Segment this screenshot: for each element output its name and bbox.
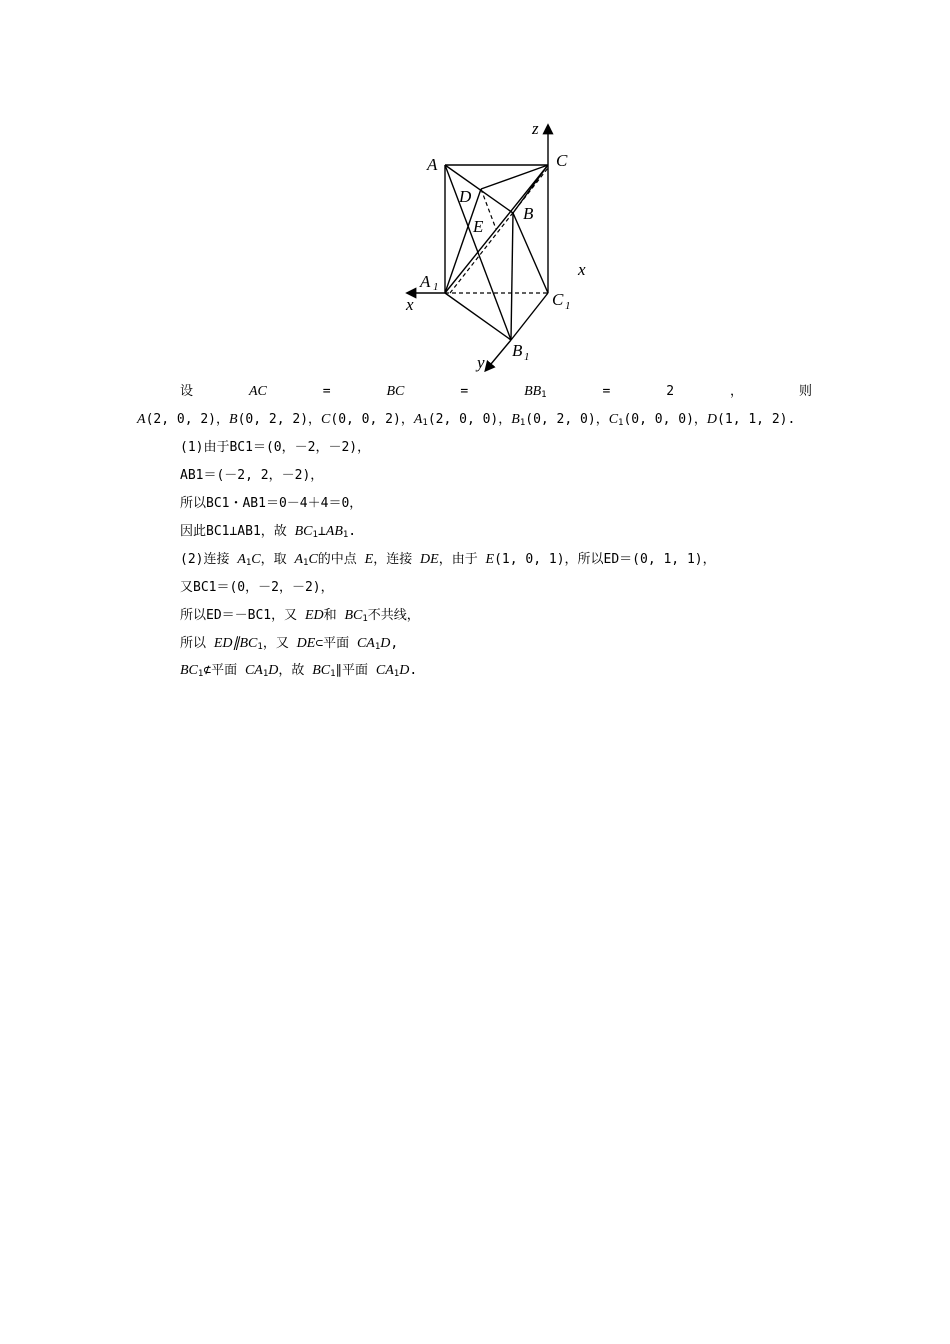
label-E: E (473, 217, 484, 236)
label-x-right: x (578, 260, 586, 279)
text-run: ，连接 (373, 552, 421, 567)
plane-CA1D-D: D (380, 636, 391, 651)
point-A1: A (413, 412, 423, 427)
seg-A1C-A: A (294, 552, 304, 567)
seg-BC1-sub: 1 (257, 642, 263, 652)
text-run: 不共线， (367, 608, 420, 623)
comma: , (390, 636, 399, 651)
solution-line-conclusion (180, 661, 417, 684)
point-E: E (364, 552, 374, 567)
solution-line-part2 (180, 550, 716, 573)
point-C1: C (608, 412, 619, 427)
label-C1: C (552, 290, 564, 309)
solution-line-dot-product: 所以BC1・AB1＝0－4＋4＝0， (180, 496, 363, 511)
plane-CA1D-main: CA (356, 636, 375, 651)
text-run: (1, 0, 1)，所以ED＝(0, 1, 1)， (494, 552, 716, 567)
seg-BC1-sub: 1 (197, 669, 204, 679)
seg-BC1-main: BC (312, 663, 331, 678)
solution-line-setup (180, 382, 812, 405)
prism-diagram (395, 115, 595, 380)
point-B1-sub: 1 (519, 418, 526, 428)
seg-BB1-main: BB (524, 384, 542, 399)
solution-line-coordinates (137, 410, 795, 433)
coord-B1: (0, 2, 0)， (525, 412, 609, 427)
point-A: A (137, 412, 146, 427)
point-D: D (706, 412, 718, 427)
plane-CA1D-main: CA (375, 663, 394, 678)
coord-C1: (0, 0, 0)， (623, 412, 707, 427)
coord-B: (0, 2, 2)， (237, 412, 322, 427)
text-run: ⊄平面 (203, 663, 245, 678)
seg-BB1 (524, 382, 547, 405)
plane-CA1D-sub: 1 (374, 642, 381, 652)
prism-figure (395, 115, 595, 380)
point-A1-sub: 1 (422, 418, 428, 428)
label-B1-sub: 1 (524, 351, 530, 363)
label-x-left: x (406, 295, 414, 314)
solution-line-ab1: AB1＝(－2, 2，－2)， (180, 468, 324, 483)
point-B1: B (511, 412, 520, 427)
solution-line-perpendicular (180, 522, 356, 545)
text-run: 和 (323, 608, 345, 623)
coord-D: (1, 1, 2). (717, 412, 796, 427)
text-run: 所以 (180, 636, 214, 651)
point-C1-sub: 1 (618, 418, 624, 428)
comma: ， (730, 384, 744, 399)
seg-AB1-sub: 1 (342, 530, 349, 540)
edge-B-B1 (511, 213, 513, 340)
plane-CA1D-sub: 1 (262, 669, 269, 679)
plane-CA1D-sub: 1 (393, 669, 400, 679)
solution-line-ed-relation (180, 606, 420, 629)
seg-A1C-sub: 1 (245, 558, 252, 568)
label-z: z (532, 119, 539, 138)
seg-ED-parallel-BC1: ED∥BC (213, 636, 258, 651)
plane-CA1D-main: CA (244, 663, 263, 678)
edge-A-B (445, 165, 513, 213)
label-D: D (459, 187, 472, 206)
seg-AB1-main: AB (325, 524, 343, 539)
seg-BC1-main: BC (294, 524, 313, 539)
seg-BC1-sub: 1 (362, 614, 368, 624)
equals-sign: = (322, 384, 331, 399)
word-let: 设 (180, 384, 194, 399)
seg-BC1-main: BC (180, 663, 198, 678)
coord-A: (2, 0, 2)， (145, 412, 230, 427)
seg-BB1-sub: 1 (541, 390, 547, 400)
seg-ED: ED (304, 608, 324, 623)
text-run: 因此BC1⊥AB1，故 (180, 524, 295, 539)
equals-sign: = (460, 384, 469, 399)
seg-BC1-main: BC (344, 608, 363, 623)
word-then: 则 (798, 384, 812, 399)
solution-line-bc1-again: 又BC1＝(0，－2，－2)， (180, 580, 334, 595)
seg-DE: DE (420, 552, 439, 567)
solution-line-part1-bc1: (1)由于BC1＝(0，－2，－2)， (180, 440, 371, 455)
text-run: ，又 (262, 636, 297, 651)
text-run: 所以ED＝－BC1，又 (180, 608, 305, 623)
label-C1-sub: 1 (565, 300, 571, 312)
text-run: ，取 (260, 552, 295, 567)
value-two: 2 (666, 384, 675, 399)
label-A: A (427, 155, 438, 174)
seg-DE: DE (296, 636, 316, 651)
coord-A1: (2, 0, 0)， (427, 412, 512, 427)
label-A1-sub: 1 (433, 281, 439, 293)
seg-BC: BC (386, 384, 405, 399)
label-B1: B (512, 341, 523, 360)
label-C: C (556, 151, 568, 170)
plane-CA1D-D: D (268, 663, 279, 678)
text-run: 的中点 (317, 552, 365, 567)
seg-BC1-sub: 1 (312, 530, 318, 540)
seg-A1C-sub: 1 (303, 558, 309, 568)
label-B: B (523, 204, 534, 223)
perp-symbol: ⊥ (317, 524, 326, 539)
label-A1: A (420, 272, 431, 291)
equals-sign: = (602, 384, 611, 399)
coord-C: (0, 0, 2)， (330, 412, 414, 427)
label-y: y (477, 353, 485, 372)
edge-A1-B1 (445, 293, 511, 340)
solution-line-parallel (180, 634, 398, 657)
edge-B-C1 (513, 213, 548, 293)
period: . (409, 663, 418, 678)
seg-A1C-C: C (251, 552, 261, 567)
seg-AC: AC (248, 384, 267, 399)
y-axis (486, 340, 511, 370)
seg-BC1-sub: 1 (330, 669, 336, 679)
text-run: (2)连接 (180, 552, 238, 567)
point-B: B (229, 412, 238, 427)
plane-CA1D-D: D (399, 663, 410, 678)
seg-A1C-C: C (308, 552, 318, 567)
edge-C1-B1 (511, 293, 548, 340)
text-run: ⊂平面 (315, 636, 357, 651)
point-E: E (485, 552, 495, 567)
edge-A1-C (445, 165, 548, 293)
seg-A1C-A: A (237, 552, 246, 567)
text-run: ∥平面 (335, 663, 376, 678)
text-run: ，由于 (438, 552, 486, 567)
point-C: C (321, 412, 331, 427)
text-run: ，故 (278, 663, 313, 678)
period: . (348, 524, 357, 539)
